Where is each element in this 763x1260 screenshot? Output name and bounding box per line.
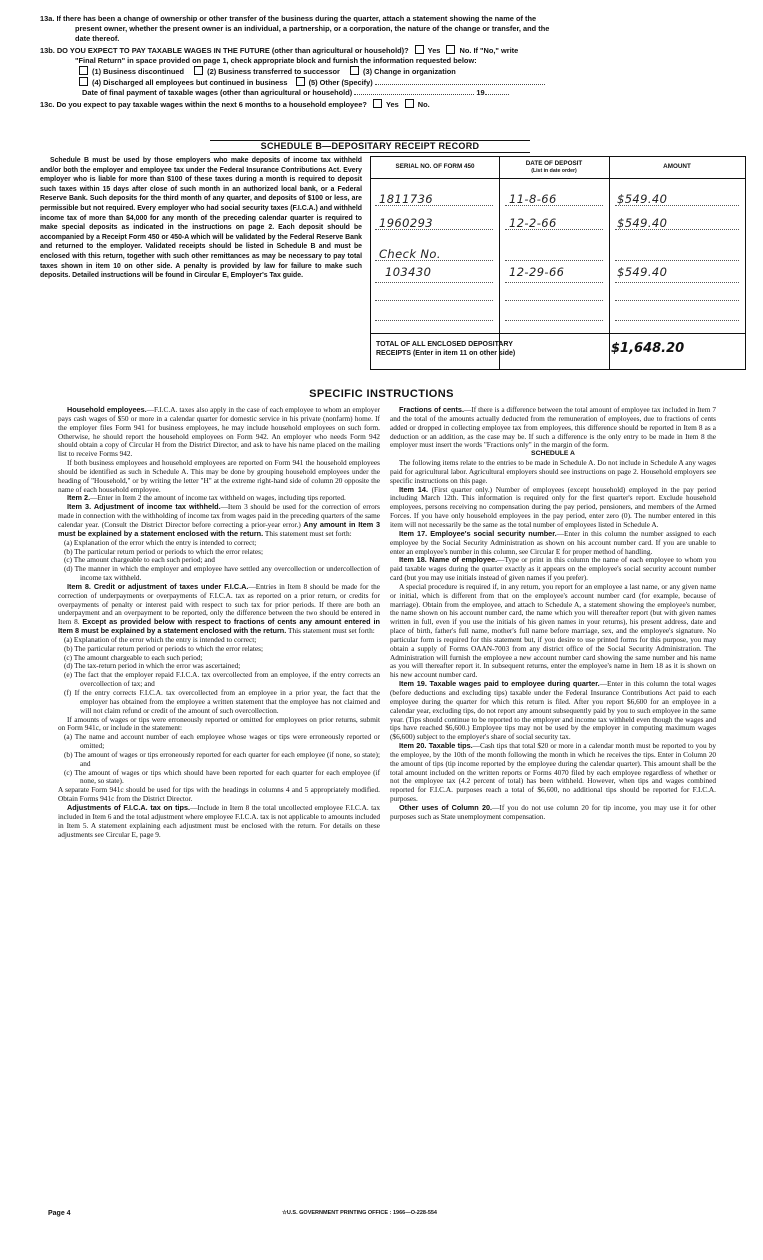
fractions-heading: Fractions of cents. bbox=[399, 405, 465, 414]
item19-text: —Enter in this column the total wages (before deductions and excluding tips) taxable under the Federal Insurance Contributions Act paid to each employee during the quarter for which this return is filed. After you report $6,600 for an employee in a calendar year, excluding tips, do not report any amount subsequently paid by you to such employee in the same year. (Tips should continue to be reported to the employer and income tax withheld even though the wages and tips have reached $6,600.) Employee tips may not be used by the employer in computing maximum wages ($6,600) subject to the employer's share of social security tax. bbox=[390, 679, 716, 742]
wages-para: If amounts of wages or tips were erroneously reported or omitted for employees on prior returns, submit on Form 941c, or include in the statement: bbox=[58, 714, 380, 733]
13b-yes-checkbox[interactable] bbox=[415, 45, 424, 54]
household-para bbox=[58, 406, 380, 459]
schedule-a-heading: SCHEDULE A bbox=[531, 450, 575, 458]
wages-list bbox=[58, 733, 380, 786]
instructions-right-column bbox=[390, 406, 716, 822]
item-13a-line3: date thereof. bbox=[75, 34, 120, 44]
item-13b-options-row1 bbox=[40, 66, 740, 77]
item18-heading: Item 18. Name of employee. bbox=[399, 555, 498, 565]
fractions-para bbox=[390, 406, 716, 450]
list-item: (b) The particular return period or periods to which the error relates; bbox=[64, 546, 264, 556]
item14-text: (First quarter only.) Number of employees (except household) employed in the pay period including March 12th. This information is required only for the first quarter's report. Exclude household employees, persons receiving no compensation during the pay period, pensioners, and members of the Armed Forces. If you have only household employees in the pay period, enter zero (0). The number entered in this item will not necessarily be the same as the total number of employees listed in Schedule A. bbox=[390, 484, 717, 529]
list-item: (a) Explanation of the error which the entry is intended to correct; bbox=[64, 634, 257, 644]
item-13b-question: 13b. DO YOU EXPECT TO PAY TAXABLE WAGES IN THE FUTURE (other than agricultural or household)? bbox=[40, 45, 409, 55]
wages-para-2: A separate Form 941c should be used for tips with the headings in columns 4 and 5 appropriately modified. Obtain Forms 941c from the District Director. bbox=[58, 785, 380, 804]
item20-heading: Item 20. Taxable tips. bbox=[399, 741, 473, 751]
schedule-b-title: SCHEDULE B—DEPOSITARY RECEIPT RECORD bbox=[210, 140, 530, 153]
specific-instructions-title: SPECIFIC INSTRUCTIONS bbox=[309, 388, 454, 400]
list-item: (a) The name and account number of each employee whose wages or tips were erroneously reported or omitted; bbox=[64, 732, 380, 751]
household-para-2: If both business employees and household employees are reported on Form 941 the household employees should be identified as such in Schedule A. This may be done by grouping household employees under the heading of "Household," or by writing the letter "H" at the extreme right-hand side of column 20 opposite the name of each household employee. bbox=[58, 458, 380, 494]
13b-no-instruction: If "No," write bbox=[473, 45, 519, 55]
other-uses-para bbox=[390, 804, 716, 822]
row2-serial[interactable]: 1960293 bbox=[379, 216, 434, 230]
item18-para bbox=[390, 556, 716, 583]
list-item: (b) The particular return period or periods to which the error relates; bbox=[64, 643, 264, 653]
opt1-label: (1) Business discontinued bbox=[92, 67, 184, 77]
year-prefix: 19 bbox=[476, 88, 485, 98]
item19-para bbox=[390, 680, 716, 742]
item18-text: —Type or print in this column the name of each employee to whom you paid taxable wages during the quarter exactly as it appears on the employee's social security account number card (but you may use initials instead of given names if you prefer). bbox=[390, 555, 716, 583]
deposit-table bbox=[370, 156, 746, 370]
opt1-checkbox[interactable] bbox=[79, 66, 88, 75]
list-item: (e) The fact that the employer repaid F.I.C.A. tax overcollected from an employee, if the entry corrects an overcollection of tax; and bbox=[64, 670, 380, 689]
row4-serial[interactable]: 103430 bbox=[385, 265, 432, 279]
row4-amount[interactable]: $549.40 bbox=[617, 265, 668, 279]
final-payment-date-field[interactable] bbox=[354, 94, 474, 95]
header-date-sub: (List in date order) bbox=[531, 167, 577, 174]
list-item: (d) The manner in which the employer and employee have settled any overcollection or undercollection of income tax withheld. bbox=[64, 564, 380, 583]
list-item: (c) The amount chargeable to each such period; bbox=[64, 652, 203, 662]
row1-amount[interactable]: $549.40 bbox=[617, 192, 668, 206]
13b-no-checkbox[interactable] bbox=[446, 45, 455, 54]
item3-para bbox=[58, 503, 380, 538]
item-13a-line1: 13a. If there has been a change of ownership or other transfer of the business during the quarter, attach a statement showing the name of the bbox=[40, 14, 537, 23]
final-payment-date-line bbox=[40, 88, 740, 98]
total-label-1: TOTAL OF ALL ENCLOSED DEPOSITARY bbox=[376, 341, 513, 348]
13c-yes-label: Yes bbox=[385, 99, 399, 109]
other-uses-heading: Other uses of Column 20. bbox=[399, 802, 493, 812]
item3-statement: This statement must set forth: bbox=[264, 528, 352, 538]
household-heading: Household employees. bbox=[67, 405, 147, 414]
item14-heading: Item 14. bbox=[399, 484, 428, 494]
item3-bold: Any amount in Item 3 must be explained by a statement enclosed with the return. bbox=[58, 519, 380, 538]
header-date-label: DATE OF DEPOSIT bbox=[525, 160, 583, 167]
opt5-label: (5) Other (Specify) bbox=[308, 78, 373, 88]
fractions-text: —If there is a difference between the total amount of employee tax included in Item 7 and the total of the amounts actually deducted from the remuneration of employees, due to fractions of cents added or dropped in collecting employee tax from employees, this difference should be reported in Item 8 as a deduction or an addition, as the case may be. If such a difference is the only entry to be made in Item 8 the employer must insert the words "Fractions only" in the margin of the form. bbox=[390, 405, 717, 450]
13c-no-checkbox[interactable] bbox=[405, 99, 414, 108]
household-text: —F.I.C.A. taxes also apply in the case of each employee to whom an employer pays cash wages of $50 or more in a calendar quarter for domestic service in his private (nonfarm) home. If the employer files Form 941 for business employees, he may include household employees on such form. Otherwise, he should report the household employees on Form 942. An employer who needs Form 942 should obtain a copy of Circular H from the District Director, and ask to have his name placed on the mailing list to receive Forms 942. bbox=[58, 405, 380, 459]
total-deposits-row bbox=[371, 333, 745, 369]
gpo-imprint: ☆U.S. GOVERNMENT PRINTING OFFICE : 1966—O-228-554 bbox=[282, 1210, 437, 1216]
item8-heading: Item 8. Credit or adjustment of taxes under F.I.C.A. bbox=[67, 581, 249, 591]
total-amount[interactable]: $1,648.20 bbox=[611, 341, 685, 356]
other-uses-text: —If you do not use column 20 for tip income, you may use it for other purposes such as State unemployment compensation. bbox=[390, 802, 716, 821]
list-item: (d) The tax-return period in which the error was ascertained; bbox=[64, 661, 241, 671]
row2-date[interactable]: 12-2-66 bbox=[509, 216, 557, 230]
row1-serial[interactable]: 1811736 bbox=[379, 192, 434, 206]
tips-adjustment-text: —Include in Item 8 the total uncollected employee F.I.C.A. tax included in Item 6 and the total adjustment where employee F.I.C.A. tax is not applicable to amounts included in Item 5. A statement explaining each adjustment must be enclosed with the return. For details on these adjustments see Circular E, page 9. bbox=[58, 802, 381, 839]
row3-serial[interactable]: Check No. bbox=[379, 247, 441, 261]
item8-bold: Except as provided below with respect to fractions of cents any amount entered in Item 8 must be explained by a statement enclosed with the return. bbox=[58, 617, 380, 636]
item20-para bbox=[390, 742, 716, 804]
tips-adjustment-para bbox=[58, 804, 380, 839]
item2-heading: Item 2. bbox=[67, 493, 91, 503]
instructions-left-column bbox=[58, 406, 380, 839]
tips-adjustment-heading: Adjustments of F.I.C.A. tax on tips. bbox=[67, 802, 191, 812]
schedule-b-instructions: Schedule B must be used by those employers who make deposits of income tax withheld and/or both the employer and employee tax under the Federal Insurance Contributions Act. Every employer who is liable for more than $100 of these taxes during a month is required to deposit such taxes within 15 days after close of such month in an authorized local bank, or a Federal Reserve Bank. Such deposits for the third month of any quarter, and deposits of $100 or less, are permissible but not required. Every employer who had social security taxes (F.I.C.A.) and withheld income tax of more than $4,000 for any month of the preceding calendar quarter is required to make special deposits as indicated in the instructions on page 2. Each deposit should be accompanied by a Receipt Form 450 or 450-A which will be validated by the Federal Reserve Bank and returned to the employer. Validated receipts should be listed in Schedule B and must be enclosed with this return, together with such other remittances as may be necessary to pay total taxes shown in item 10 on other side. A penalty is provided by law for failure to make such deposits. Detailed instructions will be found in Circular E, Employer's Tax guide. bbox=[40, 157, 362, 280]
opt4-label: (4) Discharged all employees but continued in business bbox=[92, 78, 288, 88]
item17-text: —Enter in this column the number assigned to each employee by the Social Security Administration as shown on his account number card. If you are unable to enter an employee's number in this column, see Circular E for proper method of handling. bbox=[390, 528, 717, 556]
list-item: (c) The amount of wages or tips which should have been reported for each quarter for each employee (if none, so state). bbox=[64, 767, 380, 786]
header-amount: AMOUNT bbox=[609, 157, 745, 179]
header-date-of-deposit bbox=[499, 157, 609, 179]
list-item: (a) Explanation of the error which the entry is intended to correct; bbox=[64, 537, 257, 547]
special-procedure-para: A special procedure is required if, in any return, you report for an employee a last name, or any given name or initial, which is different from that on the employee's account number card (for example, because of marriage). Obtain from the employee, and attach to Schedule A, a statement showing the employee's number, the name shown on his account number card, the name which you will thereafter report (but with given names written in full, even if you use the initials of his given names in your returns), his present address, date and place of birth, father's full name, mother's full name before marriage, sex, and the employee's signature. No particular form is required for this statement but, if you desire to use printed forms for this purpose, you may obtain a supply of Forms OAAN-7003 from any district office of the Social Security Administration. The Administration will furnish the employee a new account number card showing the same number and his name as you will thereafter report it. In subsequent returns, enter the employee's name in Item 18 as it is shown on his new account number card. bbox=[390, 581, 716, 680]
list-item: (c) The amount chargeable to each such period; and bbox=[64, 555, 215, 565]
final-payment-date-label: Date of final payment of taxable wages (other than agricultural or household) bbox=[82, 88, 353, 98]
item8-text: —Entries in Item 8 should be made for the correction of underpayments or overpayments of F.I.C.A. tax as reported on a prior return, or credits for overpayments of penalty or interest paid with respect to such tax for prior periods. If there are both an underpayment and an overpayment to be reported, only the difference between the two should be entered in Item 8. bbox=[58, 581, 380, 627]
list-item: (f) If the entry corrects F.I.C.A. tax overcollected from an employee in a prior year, the fact that the employer has obtained from the employee a written statement that the employee has not claimed and will not claim refund or credit of the amount of such overcollection. bbox=[64, 688, 380, 715]
form-top-items bbox=[40, 14, 740, 110]
13c-yes-checkbox[interactable] bbox=[373, 99, 382, 108]
item3-list bbox=[58, 539, 380, 583]
item20-text: —Cash tips that total $20 or more in a calendar month must be reported to you by the employee, by the 10th of the month following the month in which he receives the tips. Enter in Column 20 the amount of tips (tip income reported by the employee during the calendar quarter). This amount shall be the total amount included on the written reports or Forms 4070 filed by each employee regardless of whether or not the employee tax (4.2 percent of total) has been withheld. However, when tips and wages combined reported for F.I.C.A. purposes reach a total of $6,600, no additional tips should be reported for F.I.C.A. purposes. bbox=[390, 741, 716, 804]
opt2-label: (2) Business transferred to successor bbox=[207, 67, 340, 77]
opt5-checkbox[interactable] bbox=[296, 77, 305, 86]
schedule-a-para: The following items relate to the entries to be made in Schedule A. Do not include in Schedule A any wages paid for agricultural labor. Agricultural employers should see instructions on page 2. Household employers see specific instructions on this page. bbox=[390, 458, 716, 485]
item14-para bbox=[390, 486, 716, 530]
item17-heading: Item 17. Employee's social security number. bbox=[399, 528, 557, 538]
item-13c-question: 13c. Do you expect to pay taxable wages within the next 6 months to a household employee? bbox=[40, 99, 367, 109]
13c-no-label: No. bbox=[417, 99, 430, 109]
header-serial-no: SERIAL NO. OF FORM 450 bbox=[371, 157, 499, 179]
item3-text: —Item 3 should be used for the correction of errors made in connection with the withholding of income tax from wages paid in the preceding quarters of the same calendar year. (Consult the District Director before correcting a prior-year error.) bbox=[58, 502, 380, 529]
13b-yes-label: Yes bbox=[427, 45, 441, 55]
list-item: (b) The amount of wages or tips erroneously reported for each quarter for each employee (if none, so state); and bbox=[64, 749, 380, 768]
row1-date[interactable]: 11-8-66 bbox=[509, 192, 557, 206]
item8-para bbox=[58, 583, 380, 636]
item17-para bbox=[390, 530, 716, 557]
opt3-checkbox[interactable] bbox=[350, 66, 359, 75]
item2-text: —Enter in Item 2 the amount of income tax withheld on wages, including tips reported. bbox=[90, 493, 346, 503]
item3-heading: Item 3. Adjustment of income tax withheld. bbox=[67, 502, 221, 512]
item19-heading: Item 19. Taxable wages paid to employee during quarter. bbox=[399, 679, 600, 689]
opt2-checkbox[interactable] bbox=[194, 66, 203, 75]
item8-statement: This statement must set forth: bbox=[288, 626, 375, 636]
item-13b-options-row2 bbox=[40, 77, 740, 88]
total-label-2: RECEIPTS (Enter in item 11 on other side) bbox=[376, 350, 516, 357]
13b-no-label: No. bbox=[459, 45, 472, 55]
row2-amount[interactable]: $549.40 bbox=[617, 216, 668, 230]
schedule-b bbox=[40, 140, 745, 375]
item8-list bbox=[58, 636, 380, 716]
opt3-label: (3) Change in organization bbox=[363, 67, 456, 77]
item-13a-line2: present owner, whether the present owner is an individual, a partnership, or a corporation, the nature of the change or transfer, and the bbox=[75, 24, 550, 34]
page-number: Page 4 bbox=[48, 1210, 71, 1217]
item-13b-line1 bbox=[40, 45, 740, 56]
item-13b-line2: "Final Return" in space provided on page 1, check appropriate block and furnish the information requested below: bbox=[75, 55, 477, 65]
item-13c-line bbox=[40, 99, 740, 110]
opt4-checkbox[interactable] bbox=[79, 77, 88, 86]
row4-date[interactable]: 12-29-66 bbox=[509, 265, 565, 279]
